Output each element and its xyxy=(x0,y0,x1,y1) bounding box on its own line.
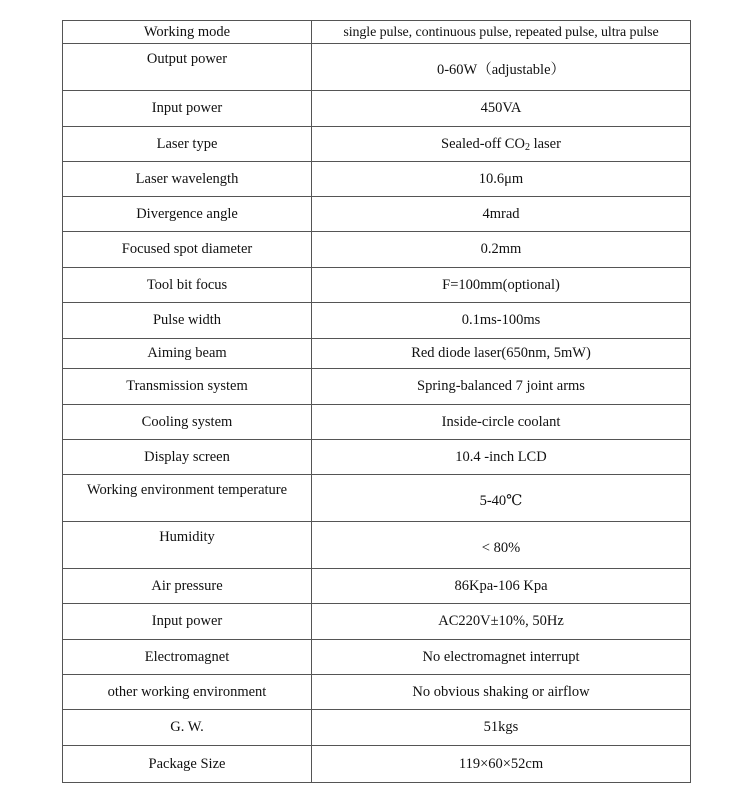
row-label: Aiming beam xyxy=(63,339,312,369)
row-value: 10.4 -inch LCD xyxy=(312,440,691,475)
table-row-package-size xyxy=(63,746,691,783)
table-row-focused-spot-diameter xyxy=(63,232,691,268)
row-label: Working environment temperature xyxy=(63,475,312,522)
row-label: other working environment xyxy=(63,675,312,710)
row-value: Red diode laser(650nm, 5mW) xyxy=(312,339,691,369)
row-label: Transmission system xyxy=(63,369,312,405)
table-row-gross-weight xyxy=(63,710,691,746)
table-row-working-mode xyxy=(63,21,691,44)
table-row-cooling-system xyxy=(63,405,691,440)
table-row-laser-wavelength xyxy=(63,162,691,197)
row-label: Working mode xyxy=(63,21,312,44)
table-row-pulse-width xyxy=(63,303,691,339)
table-row-air-pressure xyxy=(63,569,691,604)
row-value: F=100mm(optional) xyxy=(312,268,691,303)
row-value xyxy=(312,127,691,162)
row-label: Cooling system xyxy=(63,405,312,440)
row-label: G. W. xyxy=(63,710,312,746)
table-row-divergence-angle xyxy=(63,197,691,232)
row-label: Focused spot diameter xyxy=(63,232,312,268)
value-text: Sealed-off CO xyxy=(441,135,525,152)
row-value: AC220V±10%, 50Hz xyxy=(312,604,691,640)
row-label: Electromagnet xyxy=(63,640,312,675)
row-value: 450VA xyxy=(312,91,691,127)
row-label: Divergence angle xyxy=(63,197,312,232)
specification-table xyxy=(62,20,691,783)
row-label: Tool bit focus xyxy=(63,268,312,303)
table-row-working-environment-temperature xyxy=(63,475,691,522)
table-row-transmission-system xyxy=(63,369,691,405)
table-row-humidity xyxy=(63,522,691,569)
row-value: 0.1ms-100ms xyxy=(312,303,691,339)
row-label: Laser type xyxy=(63,127,312,162)
table-row-electromagnet xyxy=(63,640,691,675)
table-row-other-working-environment xyxy=(63,675,691,710)
value-suffix: laser xyxy=(529,135,561,152)
row-value: 0.2mm xyxy=(312,232,691,268)
row-label: Air pressure xyxy=(63,569,312,604)
row-value: 4mrad xyxy=(312,197,691,232)
table-row-output-power xyxy=(63,44,691,91)
row-label: Display screen xyxy=(63,440,312,475)
row-label: Input power xyxy=(63,604,312,640)
row-value: Inside-circle coolant xyxy=(312,405,691,440)
row-value: Spring-balanced 7 joint arms xyxy=(312,369,691,405)
row-label: Output power xyxy=(63,44,312,91)
table-row-tool-bit-focus xyxy=(63,268,691,303)
table-row-display-screen xyxy=(63,440,691,475)
row-label: Package Size xyxy=(63,746,312,783)
row-value: 0-60W（adjustable） xyxy=(312,44,691,91)
value-subscript: 2 xyxy=(524,141,530,153)
row-value: 51kgs xyxy=(312,710,691,746)
row-value: 5-40℃ xyxy=(312,475,691,522)
row-value: 86Kpa-106 Kpa xyxy=(312,569,691,604)
table-row-input-power xyxy=(63,91,691,127)
table-row-aiming-beam xyxy=(63,339,691,369)
row-label: Humidity xyxy=(63,522,312,569)
row-label: Laser wavelength xyxy=(63,162,312,197)
row-value: No obvious shaking or airflow xyxy=(312,675,691,710)
row-value: No electromagnet interrupt xyxy=(312,640,691,675)
row-value: 10.6μm xyxy=(312,162,691,197)
table-row-input-power-ac xyxy=(63,604,691,640)
row-value: 119×60×52cm xyxy=(312,746,691,783)
row-value: single pulse, continuous pulse, repeated pulse, ultra pulse xyxy=(312,21,691,44)
row-label: Pulse width xyxy=(63,303,312,339)
row-label: Input power xyxy=(63,91,312,127)
row-value: < 80% xyxy=(312,522,691,569)
table-row-laser-type xyxy=(63,127,691,162)
